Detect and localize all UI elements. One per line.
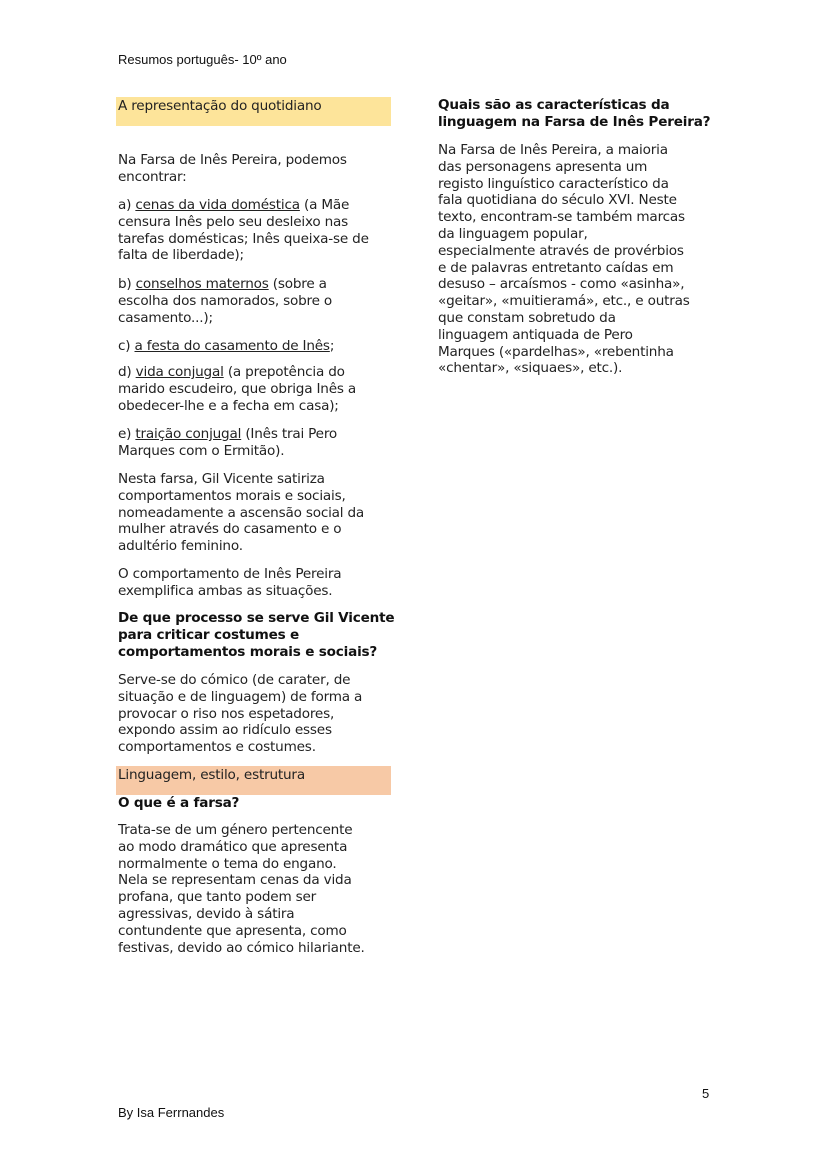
item-text: (Inês trai Pero Marques com o Ermitão). xyxy=(118,426,338,459)
list-item-c xyxy=(118,338,398,355)
item-label: d) xyxy=(118,364,136,380)
item-topic: a festa do casamento de Inês xyxy=(134,338,330,354)
page-number: 5 xyxy=(702,1086,710,1101)
question-processo: De que processo se serve Gil Vicente para criticar costumes e comportamentos morais e sociais? xyxy=(118,610,395,660)
list-item-e xyxy=(118,426,398,460)
question-linguagem: Quais são as características da linguagem na Farsa de Inês Pereira? xyxy=(438,97,711,130)
answer-farsa: Trata-se de um género pertencente ao modo dramático que apresenta normalmente o tema do engano. Nela se representam cenas da vida profana, que tanto podem ser agressivas, devido à sátira contundente que apresenta, como festivas, devido ao cómico hilariante. xyxy=(118,822,365,956)
item-text: (a prepotência do marido escudeiro, que obriga Inês a obedecer-lhe e a fecha em casa); xyxy=(118,364,356,414)
list-item-b xyxy=(118,276,398,326)
question-farsa: O que é a farsa? xyxy=(118,795,240,811)
item-text: ; xyxy=(329,338,335,354)
list-item-d xyxy=(118,364,398,414)
section-title-quotidiano: A representação do quotidiano xyxy=(118,98,322,114)
item-label: b) xyxy=(118,276,136,292)
item-text: (a Mãe censura Inês pelo seu desleixo nas tarefas domésticas; Inês queixa-se de falta de liberdade); xyxy=(118,197,369,264)
comportamento-paragraph: O comportamento de Inês Pereira exemplifica ambas as situações. xyxy=(118,566,342,599)
item-topic: traição conjugal xyxy=(135,426,242,442)
answer-linguagem: Na Farsa de Inês Pereira, a maioria das personagens apresenta um registo linguístico característico da fala quotidiana do século XVI. Neste texto, encontram-se também marcas da linguagem popular, especialmente através de provérbios e de palavras entretanto caídas em desuso – arcaísmos - como «asinha», «geitar», «muitieramá», etc., e outras que constam sobretudo da linguagem antiquada de Pero Marques («pardelhas», «rebentinha «chentar», «siquaes», etc.). xyxy=(438,142,690,377)
satira-paragraph: Nesta farsa, Gil Vicente satiriza comportamentos morais e sociais, nomeadamente a ascensão social da mulher através do casamento e o adultério feminino. xyxy=(118,471,365,555)
item-topic: conselhos maternos xyxy=(135,276,269,292)
item-label: a) xyxy=(118,197,136,213)
page-header: Resumos português- 10º ano xyxy=(118,52,287,67)
section-title-linguagem: Linguagem, estilo, estrutura xyxy=(118,767,305,783)
item-topic: cenas da vida doméstica xyxy=(135,197,300,213)
answer-processo: Serve-se do cómico (de carater, de situação e de linguagem) de forma a provocar o riso nos espetadores, expondo assim ao ridículo esses comportamentos e costumes. xyxy=(118,672,363,756)
item-topic: vida conjugal xyxy=(135,364,224,380)
item-text: (sobre a escolha dos namorados, sobre o casamento...); xyxy=(118,276,333,326)
list-item-a xyxy=(118,197,398,264)
item-label: c) xyxy=(118,338,135,354)
item-label: e) xyxy=(118,426,136,442)
intro-paragraph: Na Farsa de Inês Pereira, podemos encontrar: xyxy=(118,152,347,185)
page-footer: By Isa Ferrnandes xyxy=(118,1105,225,1120)
